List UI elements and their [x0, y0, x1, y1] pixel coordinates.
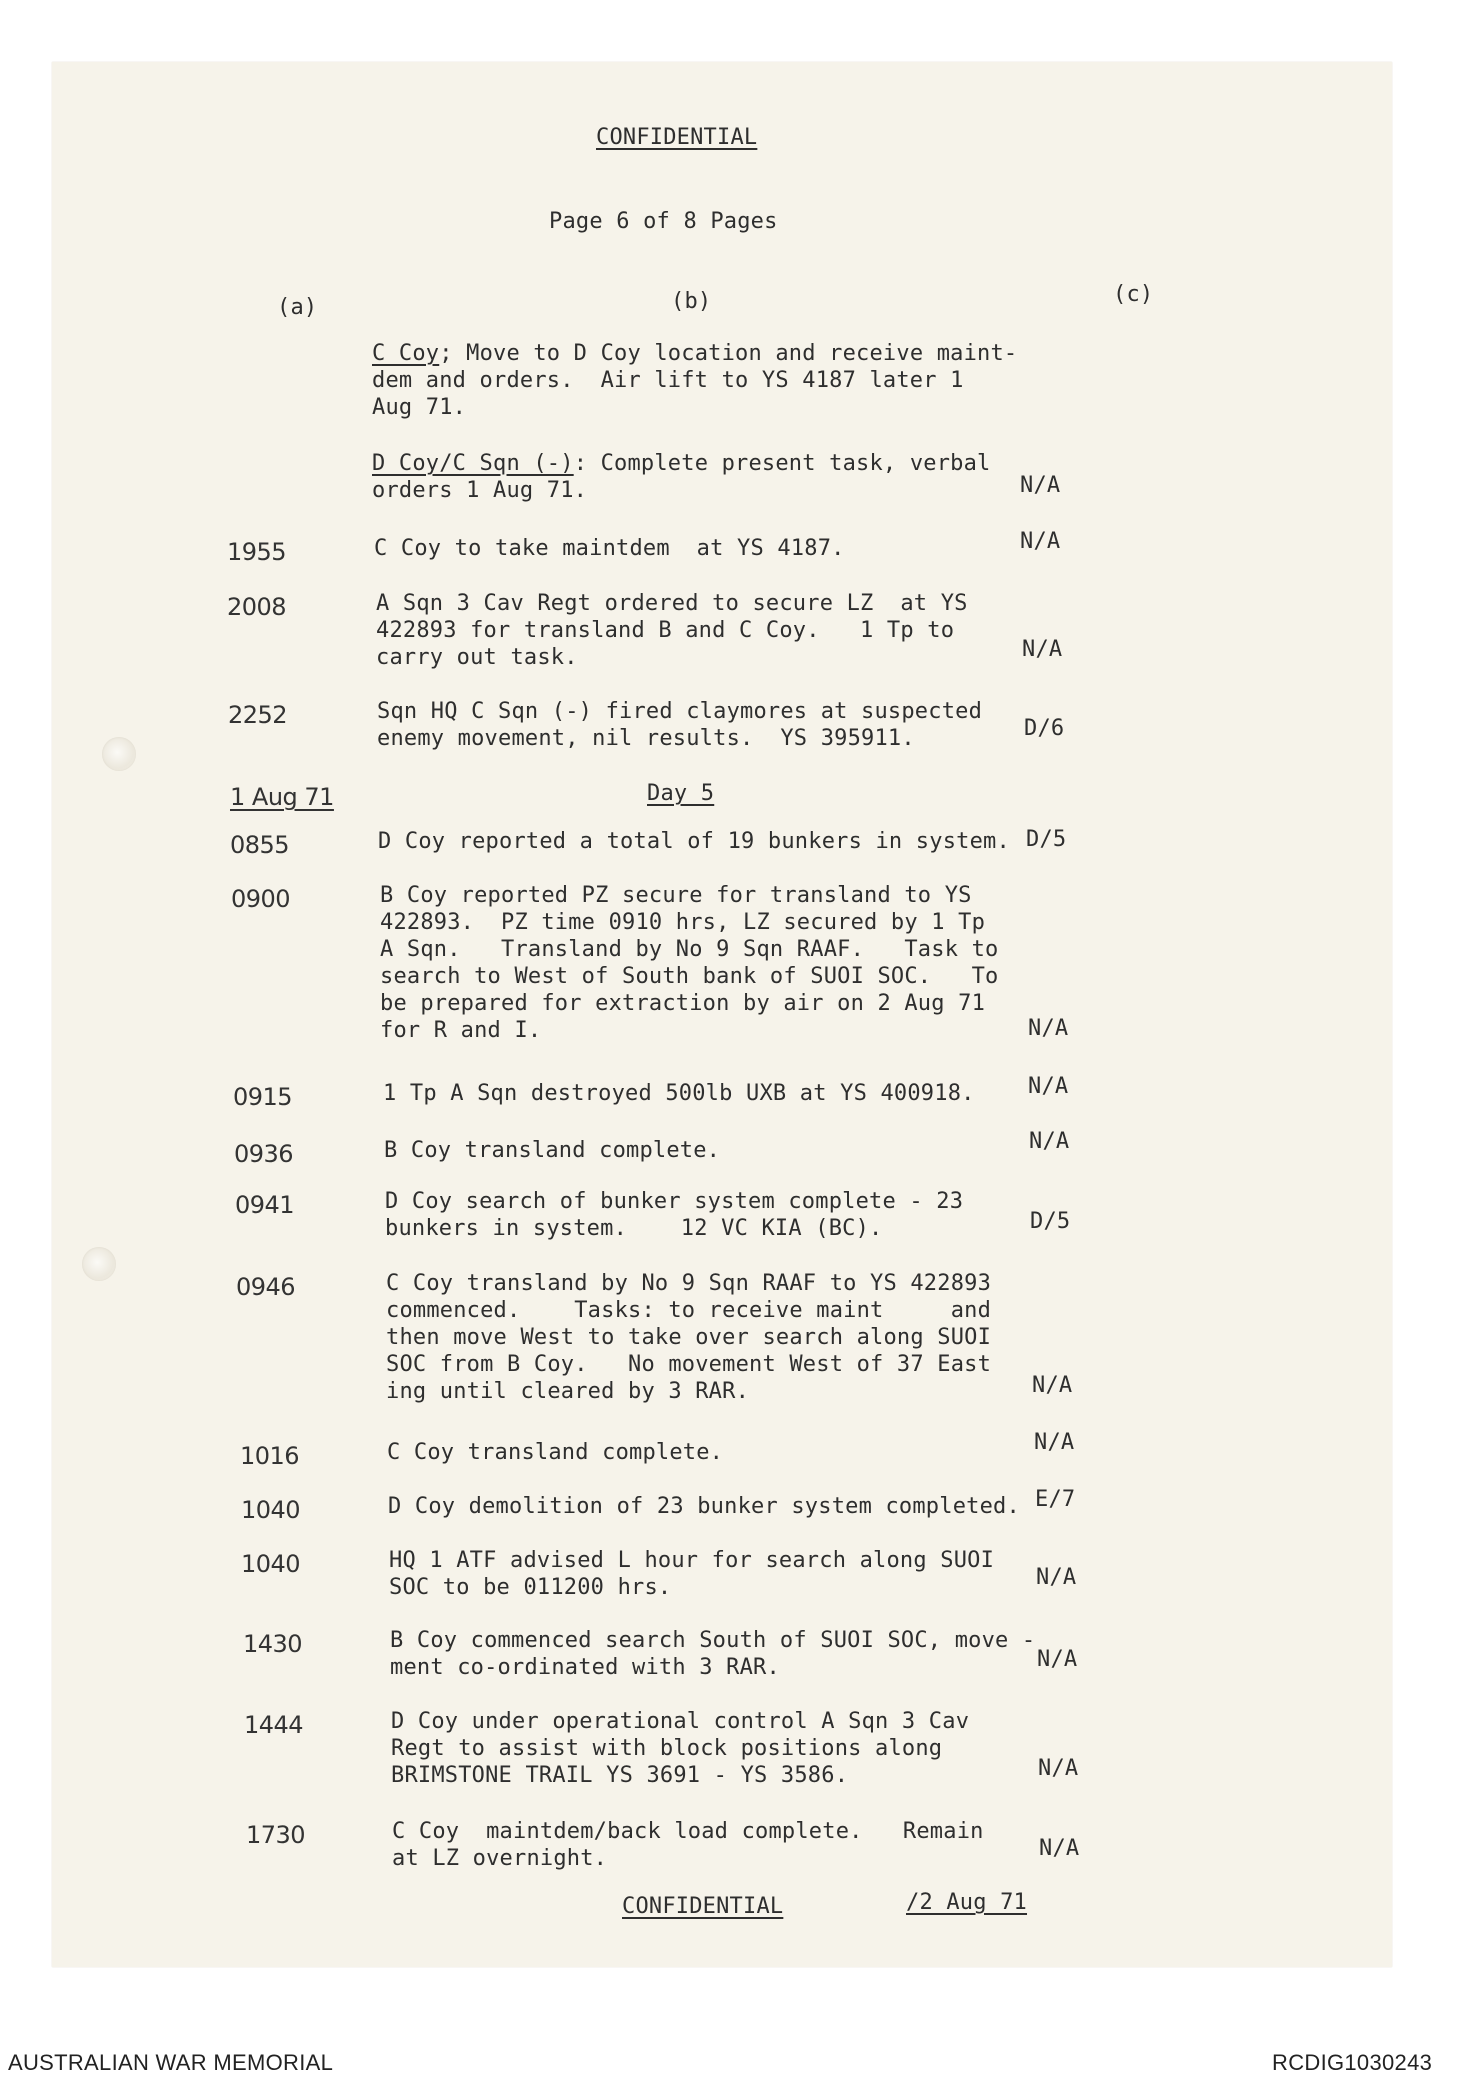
log-time: 1430: [243, 1630, 303, 1658]
unit-heading: D Coy/C Sqn (-): [372, 451, 574, 476]
log-time: 0855: [230, 831, 290, 859]
log-text-line: [376, 590, 968, 617]
log-text-line: [380, 990, 985, 1017]
log-text-line: [380, 936, 998, 963]
log-text-line: [392, 1845, 607, 1872]
log-text-line: [377, 698, 982, 725]
log-reference: N/A: [1034, 1430, 1075, 1455]
log-text-line: [372, 450, 991, 477]
column-header-b: (b): [671, 289, 712, 314]
log-text: at LZ overnight.: [392, 1846, 608, 1871]
log-text: B Coy commenced search South of SUOI SOC, move -: [390, 1628, 1036, 1653]
log-reference: N/A: [1029, 1129, 1070, 1154]
log-text: D Coy demolition of 23 bunker system completed.: [388, 1494, 1020, 1519]
log-reference: N/A: [1028, 1074, 1069, 1099]
log-text: carry out task.: [376, 645, 578, 670]
log-text: C Coy transland complete.: [387, 1440, 724, 1465]
log-text: D Coy under operational control A Sqn 3 Cav: [391, 1709, 970, 1734]
continuation-note: /2 Aug 71: [906, 1890, 1028, 1915]
log-text-line: [372, 394, 466, 421]
column-header-a: (a): [277, 295, 318, 320]
log-reference: D/5: [1026, 827, 1067, 852]
log-text: D Coy search of bunker system complete - 23: [385, 1189, 964, 1214]
log-text-line: [392, 1818, 984, 1845]
log-text: Regt to assist with block positions along: [391, 1736, 943, 1761]
log-text: dem and orders. Air lift to YS 4187 later 1: [372, 368, 964, 393]
day-heading: Day 5: [647, 781, 715, 806]
log-reference: D/5: [1030, 1209, 1071, 1234]
log-text: C Coy to take maintdem at YS 4187.: [374, 536, 845, 561]
log-text-line: [372, 340, 1017, 367]
log-reference: N/A: [1039, 1836, 1080, 1861]
log-reference: N/A: [1022, 637, 1063, 662]
log-text-line: [387, 1439, 723, 1466]
log-time: 1016: [240, 1442, 300, 1470]
log-text-line: [378, 828, 1010, 855]
log-reference: N/A: [1020, 529, 1061, 554]
log-text: ment co-ordinated with 3 RAR.: [390, 1655, 780, 1680]
log-text: B Coy transland complete.: [384, 1138, 721, 1163]
log-text-line: [385, 1215, 882, 1242]
log-text-line: [389, 1574, 671, 1601]
log-time: 0941: [235, 1191, 295, 1219]
log-time: 2008: [227, 593, 287, 621]
log-text-line: [376, 617, 954, 644]
log-time: 0900: [231, 885, 291, 913]
log-text-line: [390, 1654, 780, 1681]
log-text: SOC from B Coy. No movement West of 37 East: [386, 1352, 992, 1377]
log-time: 1040: [241, 1550, 301, 1578]
log-text: A Sqn 3 Cav Regt ordered to secure LZ at YS: [376, 591, 968, 616]
log-text: enemy movement, nil results. YS 395911.: [377, 726, 915, 751]
log-text: C Coy transland by No 9 Sqn RAAF to YS 422893: [386, 1271, 992, 1296]
log-text-line: [386, 1297, 991, 1324]
log-time: 1444: [244, 1711, 304, 1739]
log-text-line: [377, 725, 915, 752]
log-reference: N/A: [1037, 1647, 1078, 1672]
classification-header: CONFIDENTIAL: [596, 125, 758, 150]
log-text-line: [391, 1762, 848, 1789]
log-reference: D/6: [1024, 716, 1065, 741]
archive-record-id: RCDIG1030243: [1272, 2050, 1433, 2075]
log-text: 1 Tp A Sqn destroyed 500lb UXB at YS 400918.: [383, 1081, 975, 1106]
log-text-line: [384, 1137, 720, 1164]
log-time: 0946: [236, 1273, 296, 1301]
log-text: 422893 for transland B and C Coy. 1 Tp to: [376, 618, 955, 643]
log-text-line: [380, 963, 998, 990]
classification-footer: CONFIDENTIAL: [622, 1894, 784, 1919]
log-text: ing until cleared by 3 RAR.: [386, 1379, 750, 1404]
log-reference: N/A: [1038, 1756, 1079, 1781]
log-text-line: [374, 535, 845, 562]
log-text-line: [383, 1080, 975, 1107]
unit-heading: C Coy: [372, 341, 440, 366]
log-text-line: [389, 1547, 994, 1574]
log-text-line: [391, 1735, 942, 1762]
log-time: 1730: [246, 1821, 306, 1849]
log-date: 1 Aug 71: [230, 783, 334, 811]
log-text-line: [376, 644, 578, 671]
staple-hole: [82, 1247, 116, 1281]
page-number: Page 6 of 8 Pages: [549, 209, 778, 234]
log-text-line: [386, 1270, 991, 1297]
log-text-line: [386, 1378, 749, 1405]
log-text: search to West of South bank of SUOI SOC. To: [380, 964, 999, 989]
log-text: Aug 71.: [372, 395, 467, 420]
log-text: commenced. Tasks: to receive maint and: [386, 1298, 992, 1323]
log-text-line: [372, 477, 587, 504]
log-reference: N/A: [1020, 473, 1061, 498]
log-reference: N/A: [1036, 1565, 1077, 1590]
column-header-c: (c): [1113, 282, 1154, 307]
log-text: C Coy maintdem/back load complete. Remain: [392, 1819, 984, 1844]
log-text-line: [380, 882, 972, 909]
log-text: bunkers in system. 12 VC KIA (BC).: [385, 1216, 883, 1241]
log-text: for R and I.: [380, 1018, 542, 1043]
log-time: 0915: [233, 1083, 293, 1111]
log-text: 422893. PZ time 0910 hrs, LZ secured by 1 Tp: [380, 910, 986, 935]
log-text: B Coy reported PZ secure for transland to YS: [380, 883, 972, 908]
log-text-line: [388, 1493, 1020, 1520]
log-text: SOC to be 011200 hrs.: [389, 1575, 672, 1600]
staple-hole: [102, 737, 136, 771]
log-time: 0936: [234, 1140, 294, 1168]
log-text: A Sqn. Transland by No 9 Sqn RAAF. Task to: [380, 937, 999, 962]
log-time: 1955: [227, 538, 287, 566]
log-text-line: [386, 1324, 991, 1351]
log-text: ; Move to D Coy location and receive maint-: [439, 341, 1018, 366]
log-text-line: [390, 1627, 1035, 1654]
log-reference: N/A: [1028, 1016, 1069, 1041]
log-text: : Complete present task, verbal: [573, 451, 991, 476]
log-text-line: [391, 1708, 969, 1735]
log-text: be prepared for extraction by air on 2 Aug 71: [380, 991, 986, 1016]
log-time: 1040: [241, 1496, 301, 1524]
log-text-line: [385, 1188, 963, 1215]
log-text-line: [386, 1351, 991, 1378]
log-text: BRIMSTONE TRAIL YS 3691 - YS 3586.: [391, 1763, 849, 1788]
log-time: 2252: [228, 701, 288, 729]
log-text: Sqn HQ C Sqn (-) fired claymores at suspected: [377, 699, 983, 724]
log-text-line: [372, 367, 964, 394]
archive-source: AUSTRALIAN WAR MEMORIAL: [8, 2050, 334, 2075]
log-text: D Coy reported a total of 19 bunkers in system.: [378, 829, 1010, 854]
log-text-line: [380, 909, 985, 936]
log-reference: E/7: [1035, 1487, 1076, 1512]
log-text: then move West to take over search along SUOI: [386, 1325, 992, 1350]
log-text-line: [380, 1017, 541, 1044]
log-text: HQ 1 ATF advised L hour for search along SUOI: [389, 1548, 995, 1573]
log-text: orders 1 Aug 71.: [372, 478, 588, 503]
log-reference: N/A: [1032, 1373, 1073, 1398]
